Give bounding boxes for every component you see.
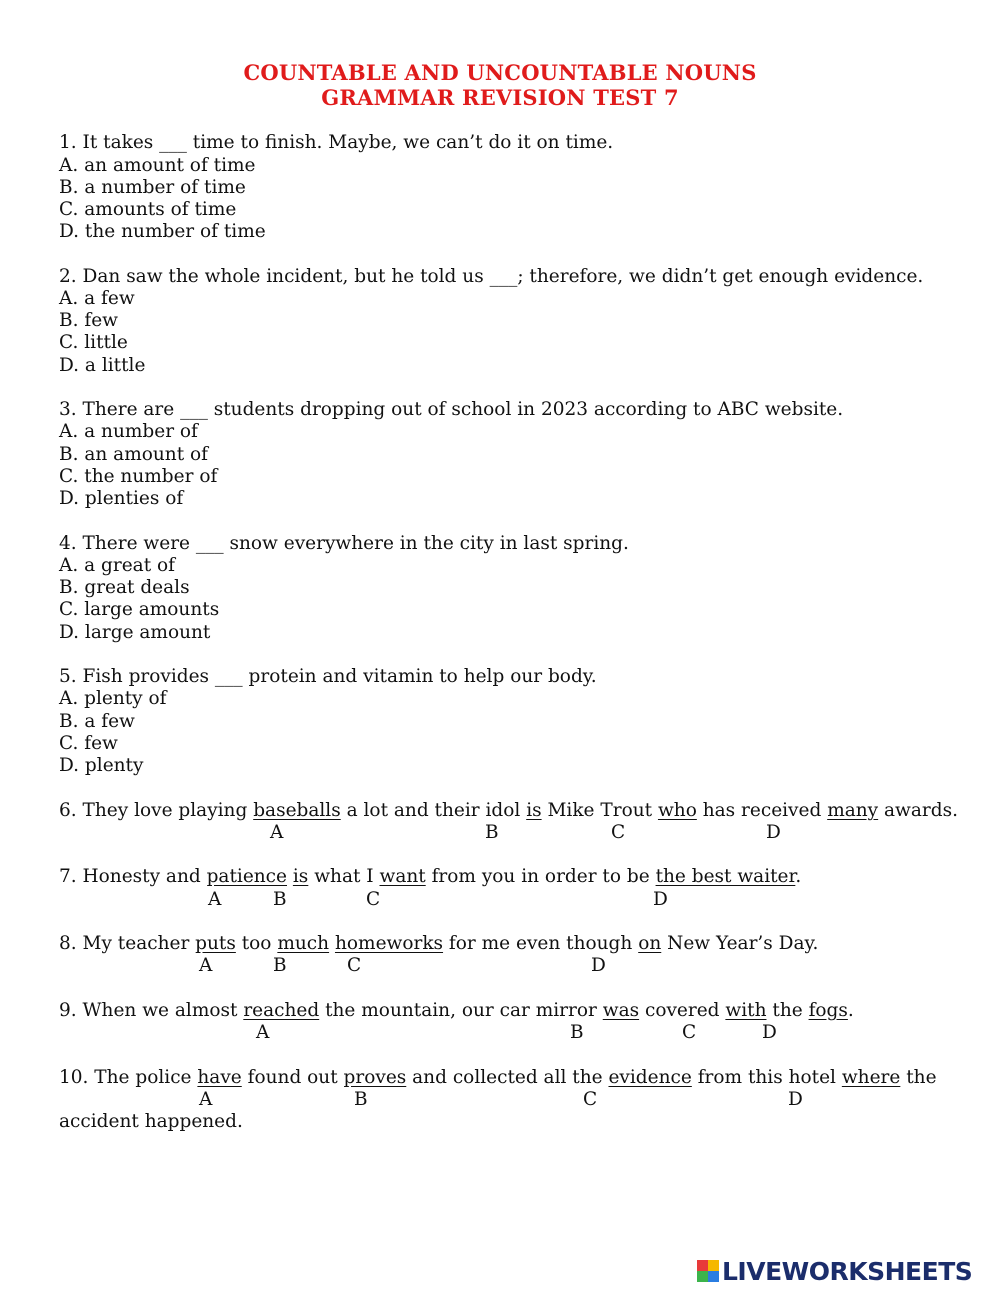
liveworksheets-logo[interactable] (697, 1257, 972, 1285)
logo-square-yellow (708, 1260, 719, 1271)
question-6-text: a lot and their idol (340, 800, 527, 821)
question-5-option-b[interactable]: B. a few (59, 711, 135, 732)
question-10-text: and collected all the (406, 1067, 609, 1088)
question-5-option-c[interactable]: C. few (59, 733, 118, 754)
question-10-underlined-c[interactable]: evidence (608, 1067, 692, 1088)
liveworksheets-logo-icon (697, 1260, 719, 1282)
question-7-underlined-b[interactable]: is (292, 866, 309, 887)
question-7-label-a: A (208, 889, 222, 910)
question-9-underlined-d[interactable]: fogs (808, 1000, 848, 1021)
question-6-text: 6. They love playing (59, 800, 254, 821)
question-7-label-c: C (366, 889, 381, 910)
question-2-stem: 2. Dan saw the whole incident, but he told us ___; therefore, we didn’t get enough evidence. (59, 266, 924, 287)
question-2-option-c[interactable]: C. little (59, 332, 128, 353)
question-1-stem: 1. It takes ___ time to finish. Maybe, we can’t do it on time. (59, 132, 614, 153)
question-9-underlined-b[interactable]: was (602, 1000, 640, 1021)
question-10-text: the (900, 1067, 937, 1088)
question-4-stem: 4. There were ___ snow everywhere in the city in last spring. (59, 533, 629, 554)
worksheet-subtitle: GRAMMAR REVISION TEST 7 (321, 85, 679, 110)
question-8-underlined-d[interactable]: on (638, 933, 662, 954)
question-5-option-d[interactable]: D. plenty (59, 755, 144, 776)
logo-square-red (697, 1260, 708, 1271)
question-7-text: from you in order to be (425, 866, 656, 887)
question-7-label-b: B (273, 889, 287, 910)
question-7-text: what I (308, 866, 380, 887)
question-6-text: awards. (878, 800, 958, 821)
question-10-underlined-a[interactable]: have (197, 1067, 242, 1088)
question-10-label-a: A (199, 1089, 213, 1110)
question-9-label-a: A (256, 1022, 270, 1043)
question-7-sentence (59, 866, 801, 888)
question-6-label-b: B (485, 822, 499, 843)
question-7-underlined-c[interactable]: want (379, 866, 426, 887)
question-8-label-d: D (591, 955, 606, 976)
question-4-option-c[interactable]: C. large amounts (59, 599, 220, 620)
question-8-underlined-b[interactable]: much (277, 933, 330, 954)
question-3-option-d[interactable]: D. plenties of (59, 488, 184, 509)
question-9-underlined-a[interactable]: reached (243, 1000, 320, 1021)
question-2-option-a[interactable]: A. a few (59, 288, 135, 309)
question-9-text: the mountain, our car mirror (319, 1000, 603, 1021)
question-10-underlined-b[interactable]: proves (343, 1067, 407, 1088)
question-5-stem: 5. Fish provides ___ protein and vitamin to help our body. (59, 666, 597, 687)
question-3-option-c[interactable]: C. the number of (59, 466, 218, 487)
worksheet-title: COUNTABLE AND UNCOUNTABLE NOUNS (243, 60, 757, 85)
question-9-text: 9. When we almost (59, 1000, 244, 1021)
question-6-label-c: C (611, 822, 626, 843)
question-1-option-d[interactable]: D. the number of time (59, 221, 266, 242)
question-4-option-b[interactable]: B. great deals (59, 577, 190, 598)
question-8-label-b: B (273, 955, 287, 976)
question-9-label-c: C (682, 1022, 697, 1043)
question-7-text: . (795, 866, 802, 887)
question-1-option-c[interactable]: C. amounts of time (59, 199, 237, 220)
question-3-option-b[interactable]: B. an amount of (59, 444, 209, 465)
question-9-text: . (847, 1000, 854, 1021)
question-6-underlined-c[interactable]: who (657, 800, 697, 821)
question-8-text: 8. My teacher (59, 933, 196, 954)
question-6-underlined-d[interactable]: many (827, 800, 879, 821)
question-8-text: too (235, 933, 278, 954)
question-9-label-b: B (570, 1022, 584, 1043)
question-2-option-d[interactable]: D. a little (59, 355, 146, 376)
question-8-underlined-a[interactable]: puts (195, 933, 236, 954)
question-9-label-d: D (762, 1022, 777, 1043)
question-10-label-b: B (354, 1089, 368, 1110)
question-6-text: Mike Trout (541, 800, 658, 821)
question-7-label-d: D (653, 889, 668, 910)
question-7-underlined-a[interactable]: patience (206, 866, 287, 887)
question-10-sentence (59, 1067, 937, 1089)
question-6-underlined-b[interactable]: is (526, 800, 542, 821)
question-10-text: 10. The police (59, 1067, 198, 1088)
logo-square-green (697, 1271, 708, 1282)
question-9-underlined-c[interactable]: with (725, 1000, 767, 1021)
question-9-text: covered (639, 1000, 726, 1021)
question-10-underlined-d[interactable]: where (841, 1067, 901, 1088)
question-1-option-a[interactable]: A. an amount of time (59, 155, 256, 176)
question-8-text: for me even though (443, 933, 639, 954)
question-7-text: 7. Honesty and (59, 866, 207, 887)
question-4-option-a[interactable]: A. a great of (59, 555, 175, 576)
question-6-text: has received (696, 800, 828, 821)
question-9-sentence (59, 1000, 854, 1022)
question-8-underlined-c[interactable]: homeworks (334, 933, 444, 954)
question-4-option-d[interactable]: D. large amount (59, 622, 211, 643)
question-1-option-b[interactable]: B. a number of time (59, 177, 246, 198)
question-10-label-c: C (583, 1089, 598, 1110)
question-6-sentence (59, 800, 958, 822)
question-8-label-c: C (347, 955, 362, 976)
question-10-label-d: D (788, 1089, 803, 1110)
question-10-continuation: accident happened. (59, 1111, 243, 1132)
question-8-label-a: A (199, 955, 213, 976)
question-6-label-d: D (766, 822, 781, 843)
question-9-text: the (766, 1000, 809, 1021)
question-5-option-a[interactable]: A. plenty of (59, 688, 167, 709)
question-8-text: New Year’s Day. (661, 933, 819, 954)
question-6-underlined-a[interactable]: baseballs (253, 800, 341, 821)
question-3-stem: 3. There are ___ students dropping out of school in 2023 according to ABC website. (59, 399, 844, 420)
question-10-text: from this hotel (691, 1067, 842, 1088)
question-6-label-a: A (270, 822, 284, 843)
question-2-option-b[interactable]: B. few (59, 310, 118, 331)
liveworksheets-brand: LIVEWORKSHEETS (722, 1256, 973, 1286)
logo-square-blue (708, 1271, 719, 1282)
question-8-sentence (59, 933, 818, 955)
question-7-underlined-d[interactable]: the best waiter (655, 866, 796, 887)
question-3-option-a[interactable]: A. a number of (59, 421, 198, 442)
question-10-text: found out (241, 1067, 344, 1088)
